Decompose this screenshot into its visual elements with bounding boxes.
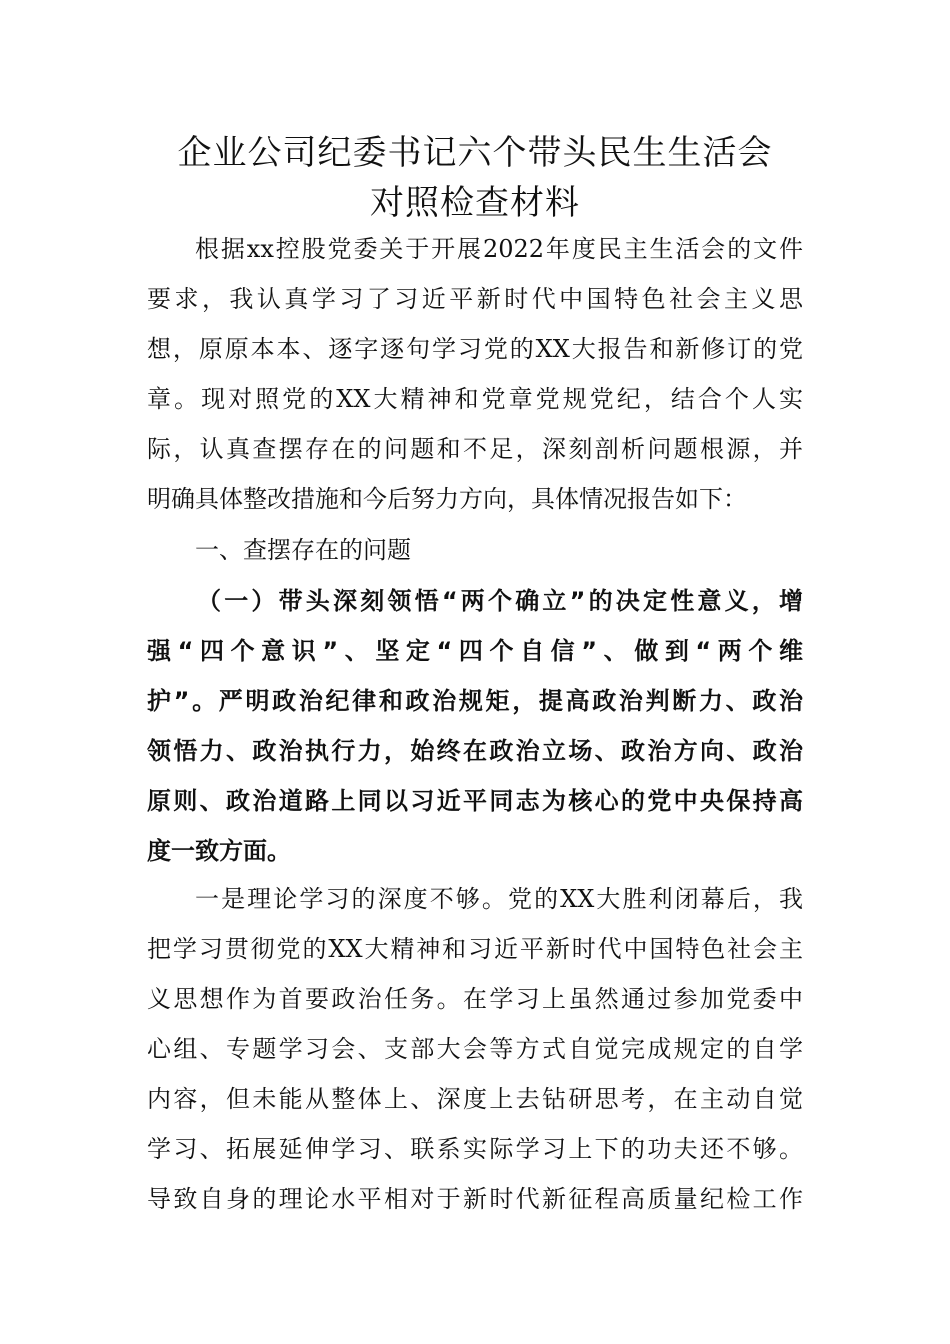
intro-line: 章。现对照党的XX大精神和党章党规党纪，结合个人实 bbox=[147, 385, 803, 413]
document-title-line-2: 对照检查材料 bbox=[370, 183, 580, 223]
body-line: 心组、专题学习会、支部大会等方式自觉完成规定的自学 bbox=[147, 1035, 803, 1063]
body-line: 内容，但未能从整体上、深度上去钻研思考，在主动自觉 bbox=[147, 1085, 803, 1113]
subsection-line: 强“四个意识”、坚定“四个自信”、做到“两个维 bbox=[147, 637, 803, 665]
intro-line: 际，认真查摆存在的问题和不足，深刻剖析问题根源，并 bbox=[147, 435, 803, 463]
subsection-line: （一）带头深刻领悟“两个确立”的决定性意义，增 bbox=[197, 587, 803, 615]
subsection-line: 度一致方面。 bbox=[147, 837, 291, 865]
subsection-line: 护”。严明政治纪律和政治规矩，提高政治判断力、政治 bbox=[147, 687, 803, 715]
subsection-line: 原则、政治道路上同以习近平同志为核心的党中央保持高 bbox=[147, 787, 803, 815]
intro-line: 根据xx控股党委关于开展2022年度民主生活会的文件 bbox=[195, 235, 803, 263]
body-line: 导致自身的理论水平相对于新时代新征程高质量纪检工作 bbox=[147, 1185, 803, 1213]
body-line: 把学习贯彻党的XX大精神和习近平新时代中国特色社会主 bbox=[147, 935, 803, 963]
subsection-line: 领悟力、政治执行力，始终在政治立场、政治方向、政治 bbox=[147, 737, 803, 765]
section-heading: 一、查摆存在的问题 bbox=[195, 536, 411, 564]
intro-line: 要求，我认真学习了习近平新时代中国特色社会主义思 bbox=[147, 285, 803, 313]
intro-line: 想，原原本本、逐字逐句学习党的XX大报告和新修订的党 bbox=[147, 335, 803, 363]
intro-line: 明确具体整改措施和今后努力方向，具体情况报告如下： bbox=[147, 485, 747, 513]
body-line: 学习、拓展延伸学习、联系实际学习上下的功夫还不够。 bbox=[147, 1135, 803, 1163]
body-line: 义思想作为首要政治任务。在学习上虽然通过参加党委中 bbox=[147, 985, 803, 1013]
body-line: 一是理论学习的深度不够。党的XX大胜利闭幕后，我 bbox=[195, 885, 803, 913]
document-title-line-1: 企业公司纪委书记六个带头民生生活会 bbox=[177, 133, 773, 173]
